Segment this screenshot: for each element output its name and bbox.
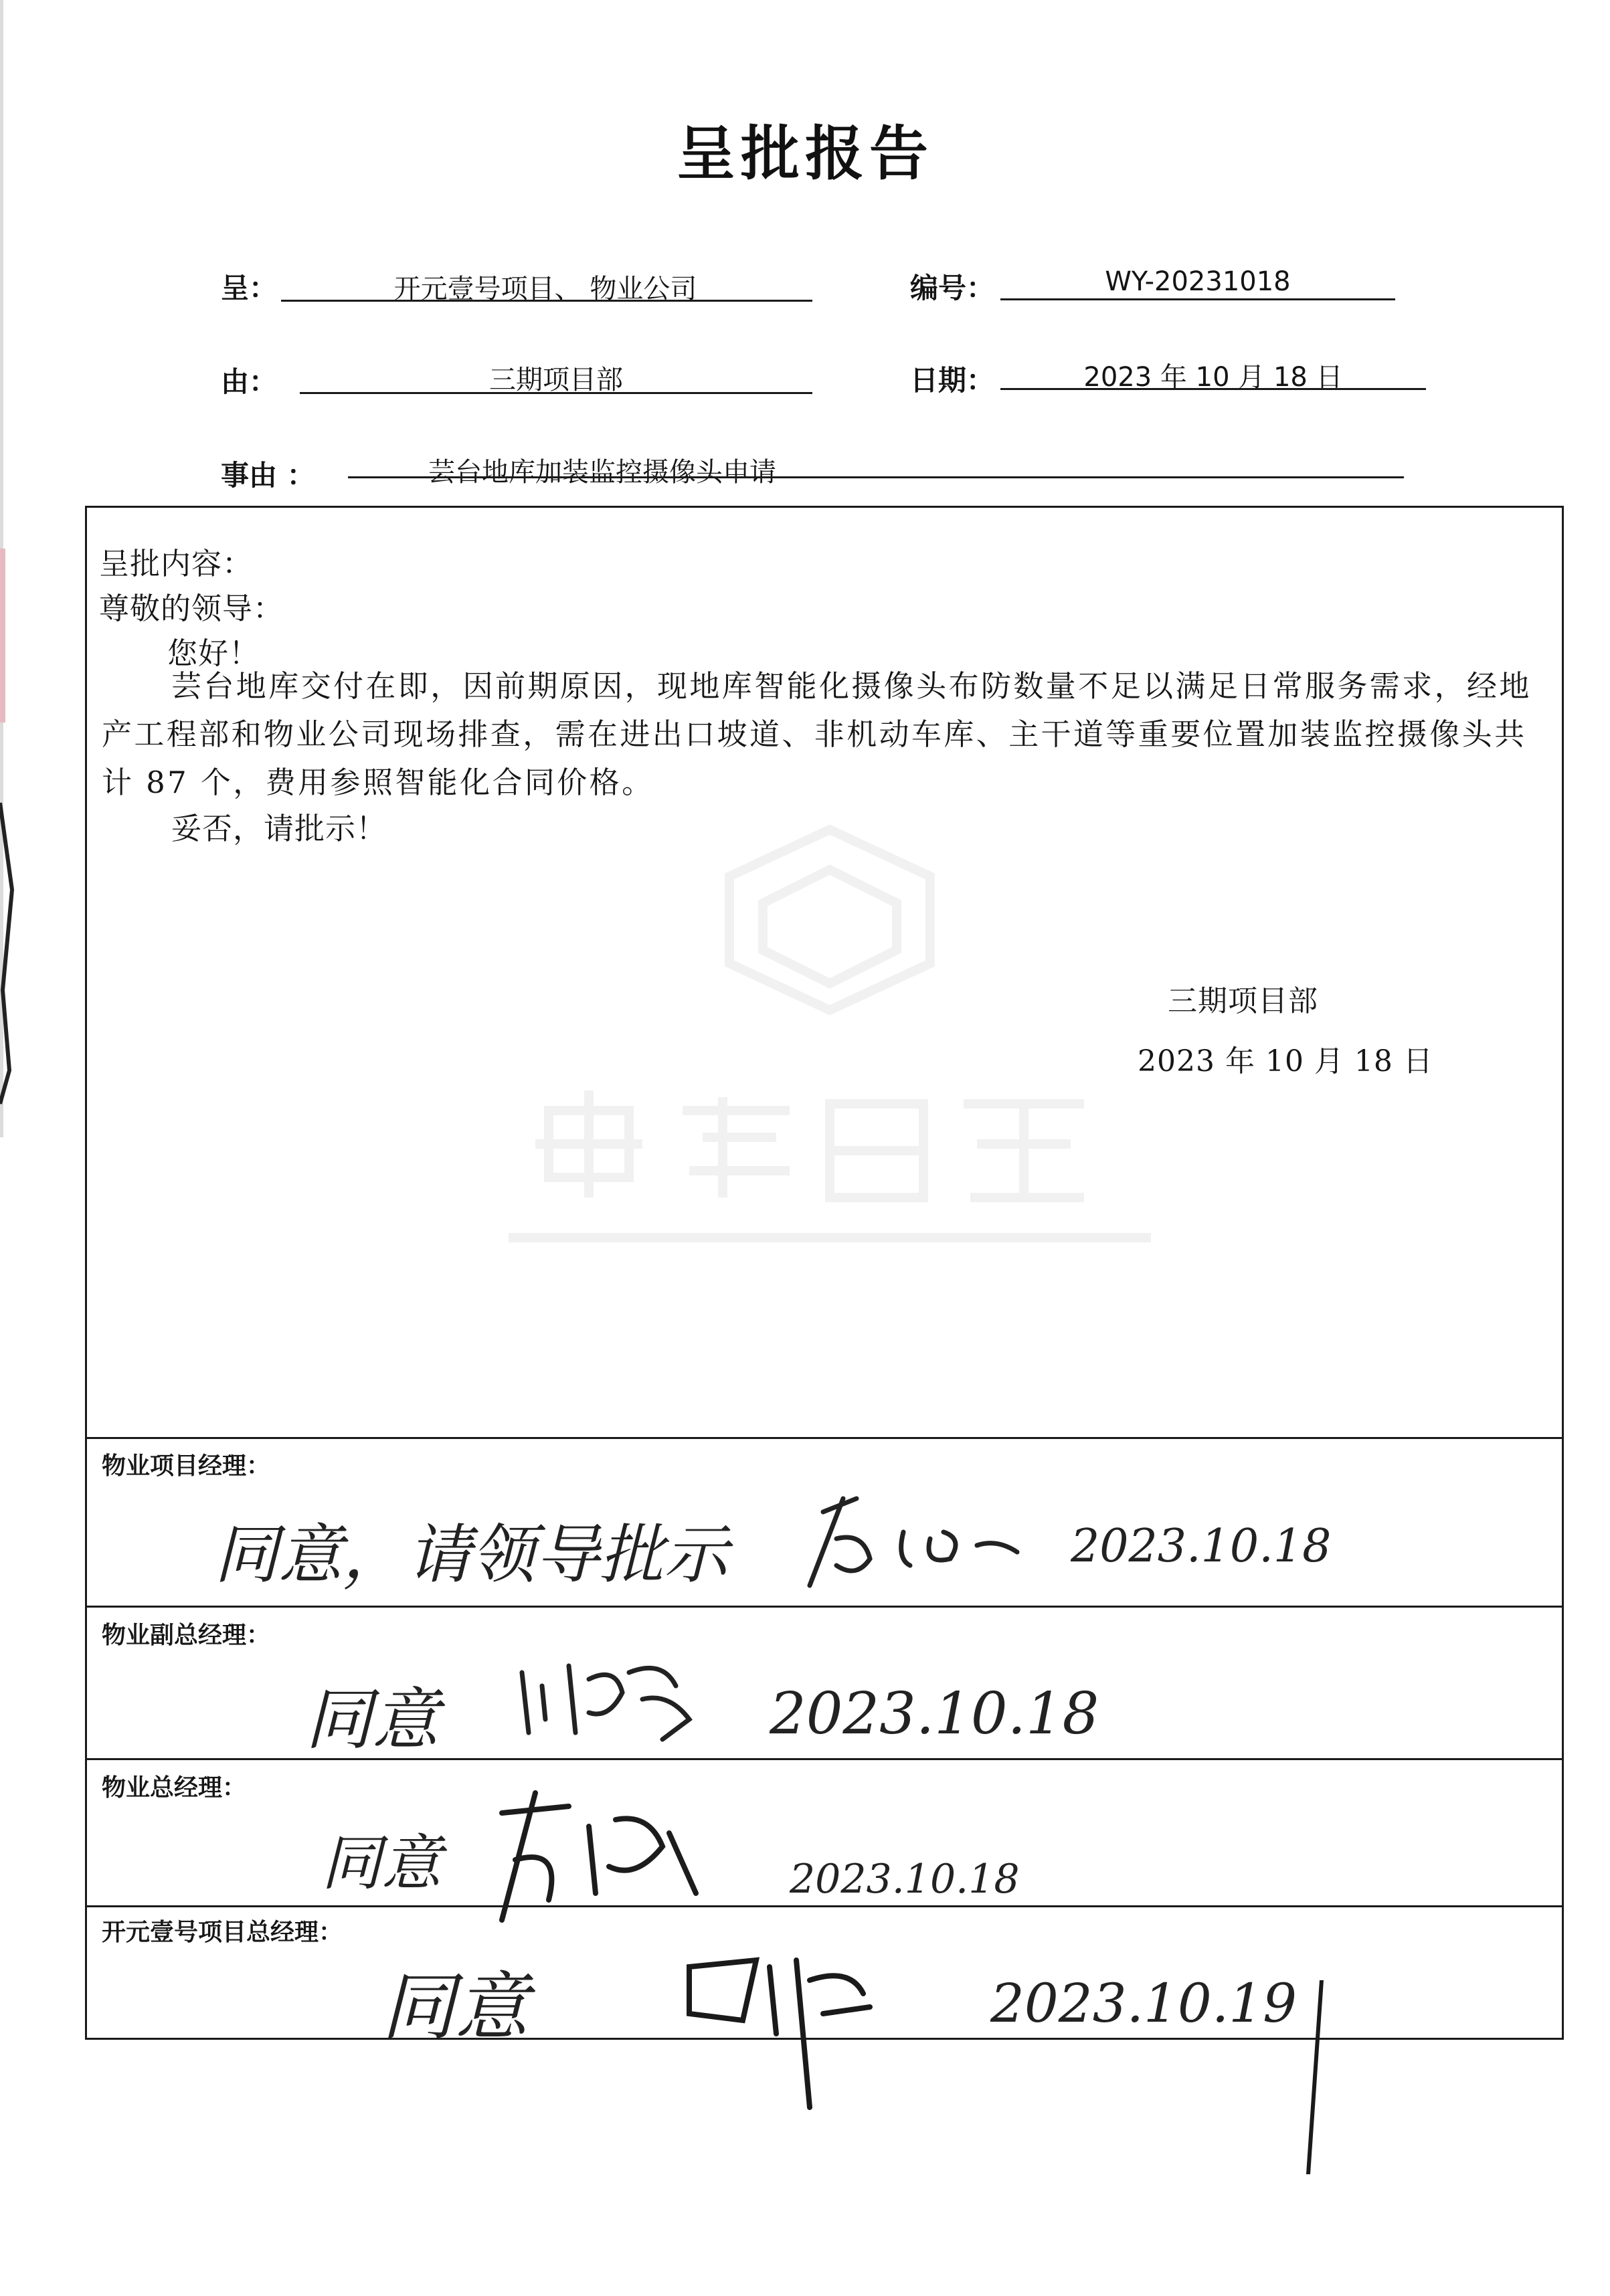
from-underline — [300, 392, 812, 394]
sign-date: 2023 年 10 月 18 日 — [1138, 1044, 1433, 1078]
approval-role: 物业项目经理： — [102, 1452, 271, 1480]
salutation: 尊敬的领导： — [99, 591, 284, 626]
greeting: 您好！ — [167, 636, 260, 671]
watermark-logo — [509, 823, 1151, 1305]
handwritten-signature — [509, 1646, 709, 1753]
approval-comment: 同意 — [321, 1828, 442, 1899]
approval-date: 2023.10.18 — [790, 1856, 1020, 1903]
approval-comment: 同意 — [381, 1964, 529, 2050]
divider-line — [85, 1606, 1564, 1608]
date-label: 日期： — [910, 364, 995, 397]
handwritten-signature — [462, 1786, 716, 1933]
approval-date: 2023.10.18 — [1071, 1520, 1332, 1573]
number-underline — [1000, 298, 1395, 300]
handwritten-signature — [796, 1485, 1037, 1599]
closing: 妥否，请批示！ — [171, 811, 387, 846]
divider-line — [85, 1437, 1564, 1439]
content-heading: 呈批内容： — [99, 546, 254, 581]
number-value: WY-20231018 — [1105, 266, 1291, 297]
to-label: 呈： — [221, 272, 278, 304]
subject-label: 事由 ： — [221, 459, 315, 492]
subject-value: 芸台地库加装监控摄像头申请 — [428, 457, 776, 488]
from-value: 三期项目部 — [489, 365, 623, 395]
handwritten-signature — [676, 1940, 877, 2114]
to-value: 开元壹号项目、 物业公司 — [393, 274, 697, 304]
divider-line — [85, 1905, 1564, 1907]
document-title: 呈批报告 — [676, 119, 933, 188]
approval-comment: 同意 — [305, 1681, 439, 1759]
divider-line — [85, 1758, 1564, 1760]
from-label: 由： — [221, 365, 278, 398]
number-label: 编号： — [910, 272, 995, 304]
approval-role: 物业总经理： — [102, 1774, 247, 1802]
approval-date: 2023.10.19 — [990, 1972, 1298, 2034]
subject-underline — [348, 476, 1404, 478]
signature-stroke — [1295, 1980, 1335, 2174]
date-value: 2023 年 10 月 18 日 — [1083, 362, 1343, 393]
to-underline — [281, 300, 812, 302]
date-underline — [1000, 388, 1426, 390]
approval-role: 开元壹号项目总经理： — [102, 1919, 343, 1946]
approval-comment: 同意，请领导批示 — [214, 1517, 728, 1592]
approval-date: 2023.10.18 — [770, 1681, 1099, 1747]
approval-role: 物业副总经理： — [102, 1622, 271, 1649]
sign-department: 三期项目部 — [1168, 984, 1318, 1018]
request-paragraph: 芸台地库交付在即，因前期原因，现地库智能化摄像头布防数量不足以满足日常服务需求，经地产工程部和物业公司现场排查，需在进出口坡道、非机动车库、主干道等重要位置加装监控摄像头共计 87 个，费用参照智能化合同价格。 — [102, 668, 1532, 800]
